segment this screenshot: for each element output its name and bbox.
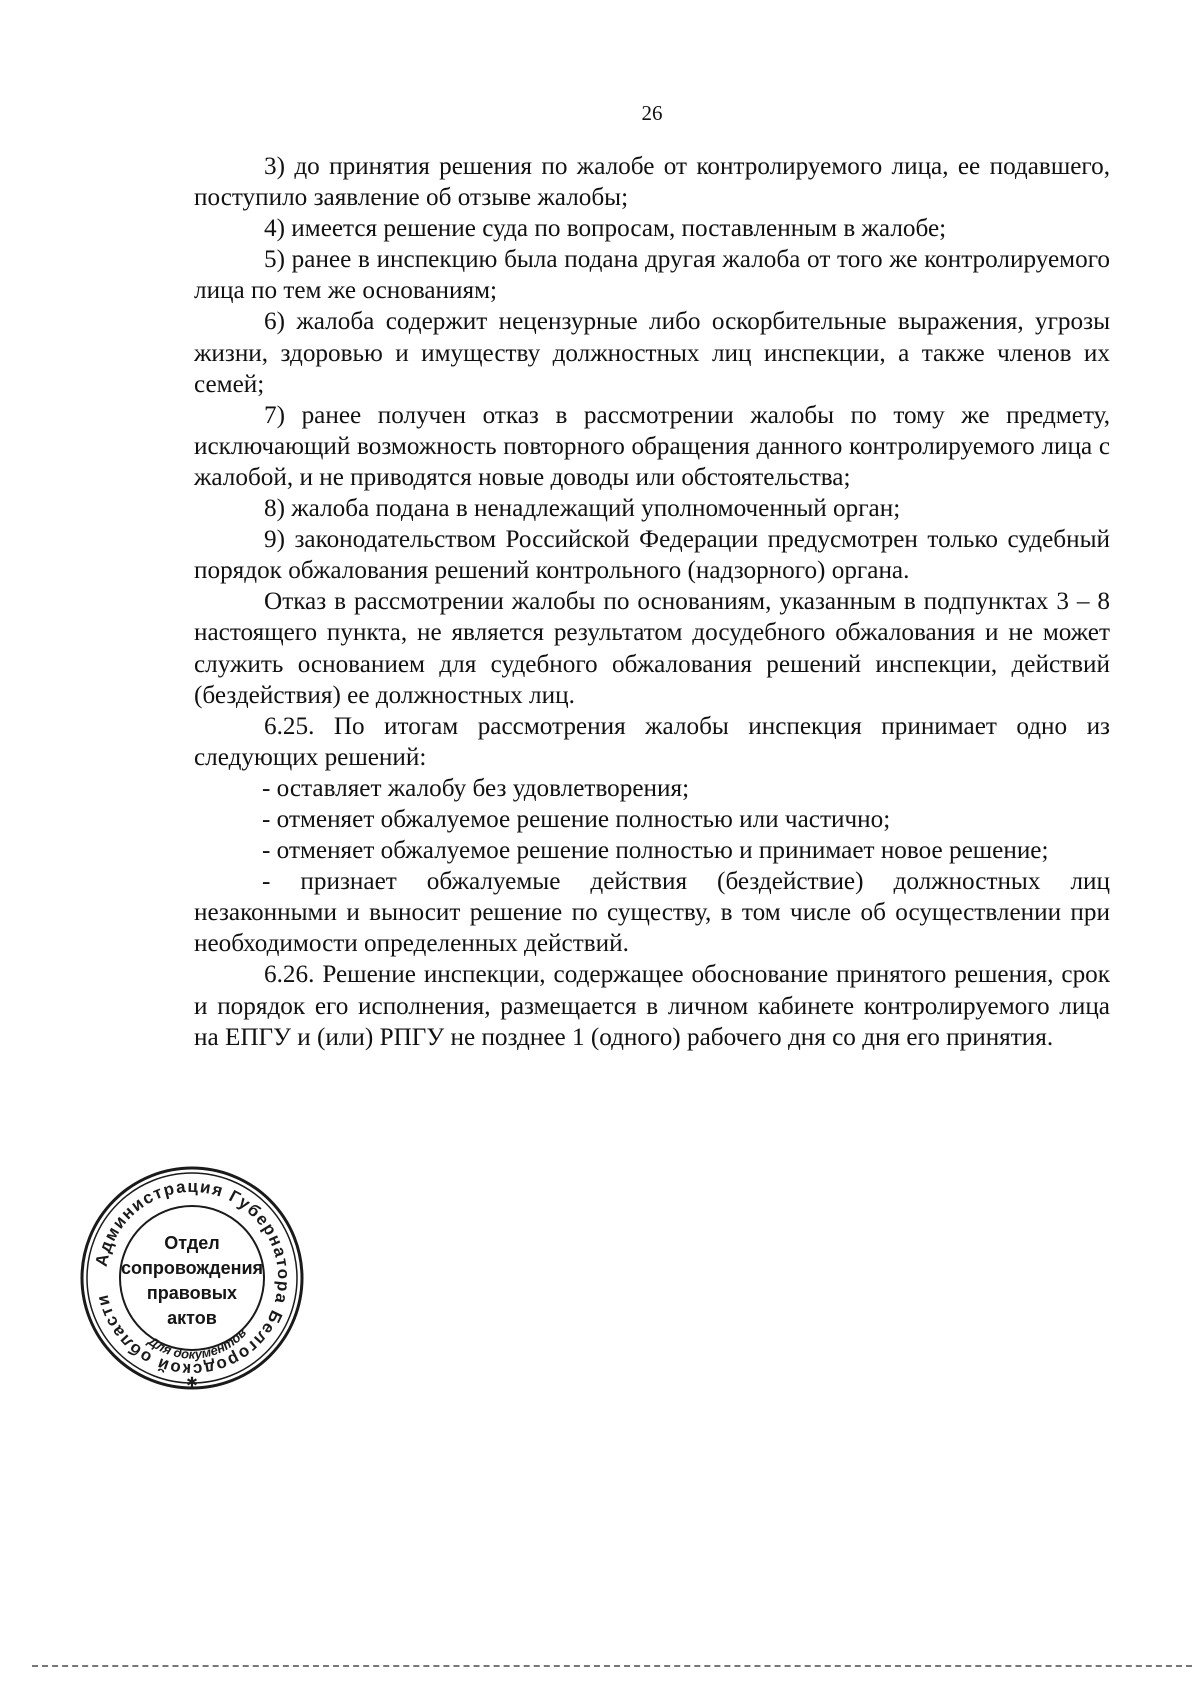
document-body: [194, 151, 1110, 1053]
stamp-ring-text: Администрация Губернатора Белгородской области: [91, 1176, 294, 1380]
paragraph-item-7: 7) ранее получен отказ в рассмотрении жалобы по тому же предмету, исключающий возможность повторного обращения данного контролируемого лица с жалобой, и не приводятся новые доводы или обстоятельства;: [194, 401, 1110, 491]
decision-item: - оставляет жалобу без удовлетворения;: [262, 774, 690, 802]
paragraph-item-6: 6) жалоба содержит нецензурные либо оскорбительные выражения, угрозы жизни, здоровью и имуществу должностных лиц инспекции, а также членов их семей;: [194, 308, 1110, 398]
official-stamp: [77, 1163, 307, 1393]
page-number: 26: [641, 101, 663, 125]
decision-item: - отменяет обжалуемое решение полностью и принимает новое решение;: [262, 837, 1049, 865]
paragraph-6-25: 6.25. По итогам рассмотрения жалобы инспекция принимает одно из следующих решений:: [194, 712, 1110, 771]
footer-divider: [32, 1665, 1192, 1667]
paragraph-item-9: 9) законодательством Российской Федерации предусмотрен только судебный порядок обжалования решений контрольного (надзорного) органа.: [194, 526, 1110, 585]
stamp-bottom-text: Для документов: [145, 1324, 250, 1362]
stamp-line: сопровождения: [120, 1258, 264, 1278]
paragraph-item-5: 5) ранее в инспекцию была подана другая жалоба от того же контролируемого лица по тем же основаниям;: [194, 246, 1110, 305]
decision-item: - отменяет обжалуемое решение полностью или частично;: [262, 805, 891, 833]
stamp-line: Отдел: [164, 1233, 220, 1253]
stamp-line: правовых: [146, 1283, 238, 1303]
stamp-star-icon: ✱: [186, 1376, 198, 1391]
stamp-line: актов: [167, 1308, 217, 1328]
decision-item: - признает обжалуемые действия (бездействие) должностных лиц незаконными и выносит решение по существу, в том числе об осуществлении при необходимости определенных действий.: [194, 868, 1110, 958]
paragraph-item-4: 4) имеется решение суда по вопросам, поставленным в жалобе;: [264, 215, 947, 243]
stamp-center-block: [77, 1163, 307, 1393]
paragraph-refusal-note: Отказ в рассмотрении жалобы по основаниям, указанным в подпунктах 3 – 8 настоящего пункта, не является результатом досудебного обжалования и не может служить основанием для судебного обжалования решений инспекции, действий (бездействия) ее должностных лиц.: [194, 588, 1110, 709]
paragraph-6-26: 6.26. Решение инспекции, содержащее обоснование принятого решения, срок и порядок его исполнения, размещается в личном кабинете контролируемого лица на ЕПГУ и (или) РПГУ не позднее 1 (одного) рабочего дня со дня его принятия.: [194, 961, 1110, 1051]
paragraph-item-8: 8) жалоба подана в ненадлежащий уполномоченный орган;: [264, 495, 901, 523]
paragraph-item-3: 3) до принятия решения по жалобе от контролируемого лица, ее подавшего, поступило заявление об отзыве жалобы;: [194, 153, 1110, 212]
